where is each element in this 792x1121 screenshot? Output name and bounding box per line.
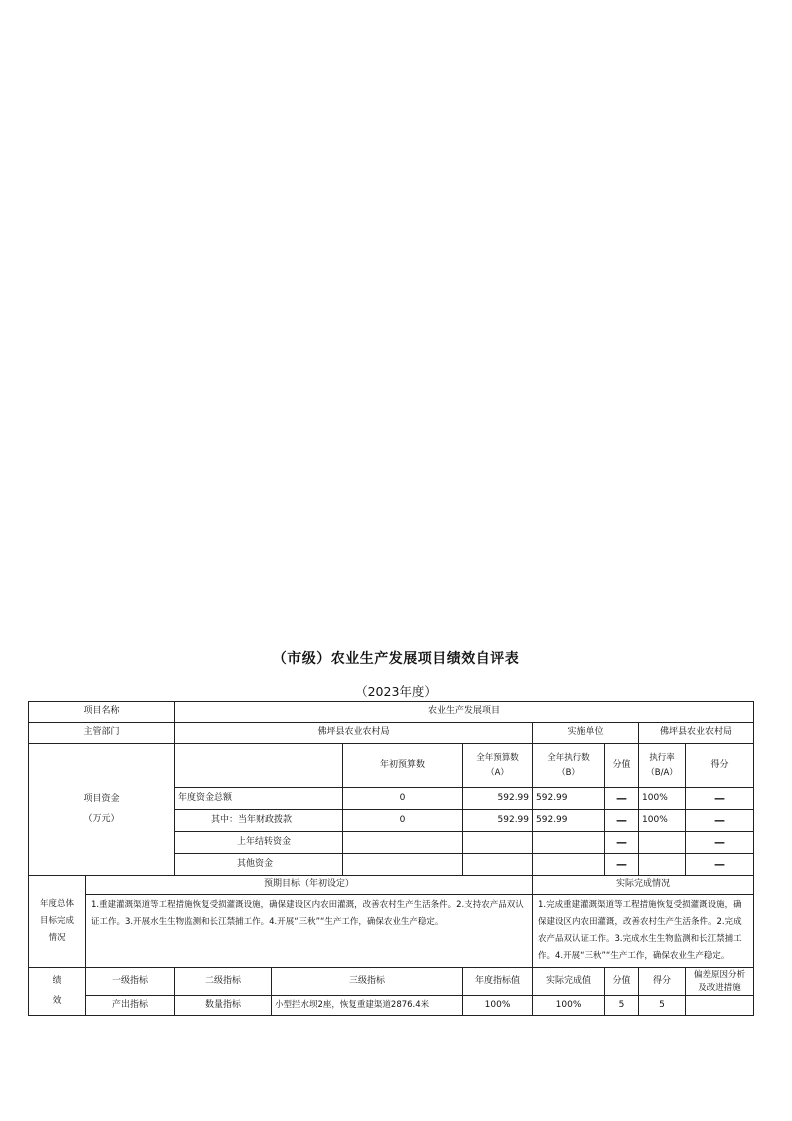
funds-row-value: — — [605, 788, 639, 810]
perf-row-level2: 数量指标 — [175, 996, 272, 1016]
funds-row-budget — [463, 832, 533, 854]
funds-row-rate: 100% — [639, 810, 686, 832]
funds-row-score: — — [686, 854, 754, 876]
funds-row-label: 其中：当年财政拨款 — [175, 810, 343, 832]
goals-label-line3: 情况 — [48, 933, 66, 943]
document-title: （市级）农业生产发展项目绩效自评表 — [272, 651, 520, 667]
row-goals-header — [29, 876, 754, 895]
project-name-label: 项目名称 — [29, 702, 175, 723]
funds-row-exec: 592.99 — [533, 810, 605, 832]
perf-header-level3: 三级指标 — [272, 968, 463, 996]
header-score: 得分 — [686, 744, 754, 788]
funds-row-value: — — [605, 832, 639, 854]
funds-row-rate — [639, 832, 686, 854]
row-project-name — [29, 702, 754, 723]
perf-header-score: 得分 — [639, 968, 686, 996]
dept-value: 佛坪县农业农村局 — [175, 723, 533, 744]
funds-row-value: — — [605, 810, 639, 832]
header-full-year-budget-label: 全年预算数 — [476, 753, 519, 764]
funds-row-value: — — [605, 854, 639, 876]
funds-label-cell — [29, 744, 175, 876]
evaluation-table — [28, 701, 754, 1016]
funds-row-label: 上年结转资金 — [175, 832, 343, 854]
perf-header-level2: 二级指标 — [175, 968, 272, 996]
funds-row-score: — — [686, 788, 754, 810]
document-subtitle: （2023年度） — [355, 684, 437, 699]
goals-label-line1: 年度总体 — [39, 899, 74, 909]
performance-label-line1: 绩 — [52, 975, 62, 986]
performance-label-cell — [29, 968, 86, 1016]
goals-expected-header: 预期目标（年初设定） — [86, 876, 533, 895]
header-exec-rate-code: （B/A） — [646, 767, 678, 778]
funds-row-initial — [343, 854, 463, 876]
perf-header-reason — [686, 968, 754, 996]
row-funds-header — [29, 744, 754, 788]
funds-row-rate: 100% — [639, 788, 686, 810]
funds-row-label: 年度资金总额 — [175, 788, 343, 810]
funds-row-exec: 592.99 — [533, 788, 605, 810]
performance-label-line2: 效 — [52, 995, 62, 1006]
funds-label: 项目资金 — [83, 794, 120, 805]
perf-header-value: 分值 — [605, 968, 639, 996]
header-full-year-budget-code: （A） — [486, 767, 509, 778]
header-full-year-exec — [533, 744, 605, 788]
goals-label-cell — [29, 876, 86, 968]
perf-row-value: 5 — [605, 996, 639, 1016]
perf-row-level1: 产出指标 — [86, 996, 175, 1016]
impl-label: 实施单位 — [533, 723, 639, 744]
header-full-year-exec-label: 全年执行数 — [547, 753, 590, 764]
funds-row-initial — [343, 832, 463, 854]
header-full-year-exec-code: （B） — [557, 767, 580, 778]
perf-header-reason-line1: 偏差原因分析 — [694, 969, 746, 980]
funds-row-rate — [639, 854, 686, 876]
row-performance-header — [29, 968, 754, 996]
goals-actual-text: 1.完成重建灌溉渠道等工程措施恢复受损灌溉设施，确保建设区内农田灌溉，改善农村生产生活条件。2.完成农产品双认证工作。3.完成水生生物监测和长江禁捕工作。4.开展“三秋”“生产工作，确保农业生产稳定。 — [533, 895, 754, 968]
perf-row-actual: 100% — [533, 996, 605, 1016]
perf-header-level1: 一级指标 — [86, 968, 175, 996]
funds-row-exec — [533, 832, 605, 854]
funds-row-budget: 592.99 — [463, 810, 533, 832]
funds-row-budget — [463, 854, 533, 876]
perf-row-score: 5 — [639, 996, 686, 1016]
funds-row-score: — — [686, 810, 754, 832]
funds-row-initial: 0 — [343, 788, 463, 810]
row-goals-content — [29, 895, 754, 968]
funds-row-label: 其他资金 — [175, 854, 343, 876]
funds-row-score: — — [686, 832, 754, 854]
perf-row-level3: 小型拦水坝2座，恢复重建渠道2876.4米 — [272, 996, 463, 1016]
perf-row-reason — [686, 996, 754, 1016]
funds-header-blank — [175, 744, 343, 788]
header-full-year-budget — [463, 744, 533, 788]
performance-row — [29, 996, 754, 1016]
goals-expected-text: 1.重建灌溉渠道等工程措施恢复受损灌溉设施，确保建设区内农田灌溉，改善农村生产生活条件。2.支持农产品双认证工作。3.开展水生生物监测和长江禁捕工作。4.开展“三秋”“生产工作，确保农业生产稳定。 — [86, 895, 533, 968]
funds-row-exec — [533, 854, 605, 876]
perf-row-target: 100% — [463, 996, 533, 1016]
dept-label: 主管部门 — [29, 723, 175, 744]
perf-header-target: 年度指标值 — [463, 968, 533, 996]
perf-header-actual: 实际完成值 — [533, 968, 605, 996]
header-score-value: 分值 — [605, 744, 639, 788]
goals-actual-header: 实际完成情况 — [533, 876, 754, 895]
project-name-value: 农业生产发展项目 — [175, 702, 754, 723]
funds-row-initial: 0 — [343, 810, 463, 832]
funds-row-budget: 592.99 — [463, 788, 533, 810]
goals-label-line2: 目标完成 — [39, 916, 74, 926]
perf-header-reason-line2: 及改进措施 — [698, 982, 741, 993]
evaluation-table-container — [28, 701, 753, 1014]
funds-unit: （万元） — [83, 813, 120, 824]
impl-value: 佛坪县农业农村局 — [639, 723, 754, 744]
row-department — [29, 723, 754, 744]
header-exec-rate-label: 执行率 — [649, 753, 675, 764]
header-initial-budget: 年初预算数 — [343, 744, 463, 788]
header-exec-rate — [639, 744, 686, 788]
